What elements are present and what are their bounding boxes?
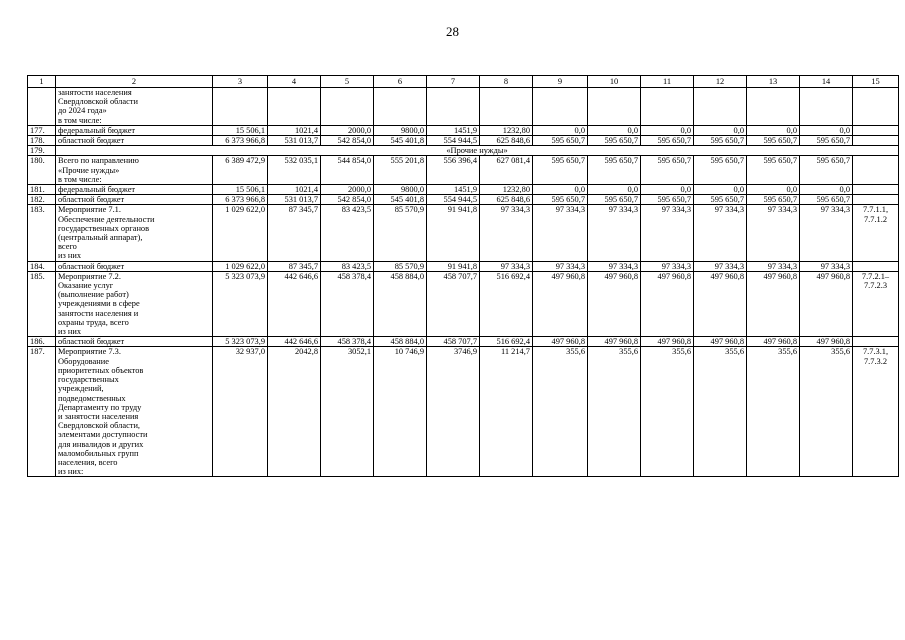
table-body — [28, 88, 899, 477]
target-code — [853, 136, 899, 146]
value-cell: 458 378,4 — [321, 337, 374, 347]
value-cell — [374, 88, 427, 126]
row-number: 186. — [28, 337, 56, 347]
value-cell: 355,6 — [533, 347, 588, 477]
row-name: областной бюджет — [56, 337, 213, 347]
value-cell — [427, 88, 480, 126]
row-number: 185. — [28, 271, 56, 336]
value-cell: 595 650,7 — [588, 156, 641, 185]
column-header: 4 — [268, 76, 321, 88]
target-code — [853, 337, 899, 347]
value-cell: 97 334,3 — [533, 205, 588, 261]
value-cell: 2000,0 — [321, 125, 374, 135]
table-row — [28, 205, 899, 261]
value-cell: 497 960,8 — [800, 337, 853, 347]
value-cell: 595 650,7 — [800, 195, 853, 205]
value-cell: 545 401,8 — [374, 136, 427, 146]
column-header: 12 — [694, 76, 747, 88]
target-code — [853, 88, 899, 126]
column-header: 1 — [28, 76, 56, 88]
value-cell: 0,0 — [533, 125, 588, 135]
value-cell: 91 941,8 — [427, 261, 480, 271]
column-header: 15 — [853, 76, 899, 88]
value-cell — [321, 88, 374, 126]
value-cell: 3746,9 — [427, 347, 480, 477]
value-cell: 6 389 472,9 — [213, 156, 268, 185]
row-number: 180. — [28, 156, 56, 185]
value-cell: 97 334,3 — [588, 261, 641, 271]
value-cell: 595 650,7 — [588, 195, 641, 205]
value-cell: 625 848,6 — [480, 136, 533, 146]
value-cell: 1232,80 — [480, 125, 533, 135]
value-cell: 1 029 622,0 — [213, 261, 268, 271]
value-cell: 87 345,7 — [268, 261, 321, 271]
value-cell: 544 854,0 — [321, 156, 374, 185]
column-header: 9 — [533, 76, 588, 88]
value-cell: 1021,4 — [268, 185, 321, 195]
value-cell: 595 650,7 — [533, 195, 588, 205]
value-cell: 595 650,7 — [641, 156, 694, 185]
value-cell: 595 650,7 — [747, 156, 800, 185]
value-cell: 10 746,9 — [374, 347, 427, 477]
value-cell: 497 960,8 — [588, 337, 641, 347]
value-cell: 5 323 073,9 — [213, 337, 268, 347]
value-cell: 85 570,9 — [374, 205, 427, 261]
row-number: 181. — [28, 185, 56, 195]
page-number: 28 — [446, 24, 459, 39]
value-cell: 497 960,8 — [694, 337, 747, 347]
table-row — [28, 261, 899, 271]
value-cell: 497 960,8 — [641, 271, 694, 336]
value-cell: 1451,9 — [427, 185, 480, 195]
value-cell: 0,0 — [747, 125, 800, 135]
value-cell: 497 960,8 — [694, 271, 747, 336]
value-cell: 542 854,0 — [321, 195, 374, 205]
value-cell: 0,0 — [588, 185, 641, 195]
value-cell: 97 334,3 — [641, 205, 694, 261]
value-cell — [213, 88, 268, 126]
value-cell: 97 334,3 — [588, 205, 641, 261]
column-header: 3 — [213, 76, 268, 88]
value-cell: 497 960,8 — [641, 337, 694, 347]
column-header: 10 — [588, 76, 641, 88]
value-cell: 0,0 — [588, 125, 641, 135]
value-cell: 2000,0 — [321, 185, 374, 195]
value-cell: 6 373 966,8 — [213, 195, 268, 205]
table-row — [28, 271, 899, 336]
value-cell: 2042,8 — [268, 347, 321, 477]
table-row — [28, 88, 899, 126]
row-number: 179. — [28, 146, 56, 156]
row-name: Мероприятие 7.3. Оборудование приоритетных объектов государственных учреждений, подведомственных Департаменту по труду и занятости населения Свердловской области, элементами доступности для инвалидов и других маломобильных групп населения, всего из них: — [56, 347, 213, 477]
row-number: 183. — [28, 205, 56, 261]
target-code — [853, 185, 899, 195]
row-name: Мероприятие 7.2. Оказание услуг (выполнение работ) учреждениями в сфере занятости населения и охраны труда, всего из них — [56, 271, 213, 336]
value-cell — [800, 88, 853, 126]
value-cell: 497 960,8 — [800, 271, 853, 336]
value-cell: 97 334,3 — [641, 261, 694, 271]
value-cell: 0,0 — [694, 125, 747, 135]
value-cell: 531 013,7 — [268, 195, 321, 205]
value-cell — [641, 88, 694, 126]
value-cell: 545 401,8 — [374, 195, 427, 205]
value-cell: 355,6 — [747, 347, 800, 477]
value-cell: 531 013,7 — [268, 136, 321, 146]
value-cell: 0,0 — [800, 125, 853, 135]
value-cell: 0,0 — [533, 185, 588, 195]
value-cell: 97 334,3 — [747, 261, 800, 271]
value-cell: 497 960,8 — [747, 271, 800, 336]
value-cell — [268, 88, 321, 126]
value-cell: 554 944,5 — [427, 195, 480, 205]
header-row — [28, 76, 899, 88]
row-number: 178. — [28, 136, 56, 146]
table-row — [28, 185, 899, 195]
target-code — [853, 195, 899, 205]
value-cell: 595 650,7 — [694, 195, 747, 205]
row-name: Мероприятие 7.1. Обеспечение деятельности государственных органов (центральный аппарат), всего из них — [56, 205, 213, 261]
value-cell: 595 650,7 — [800, 156, 853, 185]
value-cell: 595 650,7 — [533, 136, 588, 146]
row-name: занятости населения Свердловской области до 2024 года» в том числе: — [56, 88, 213, 126]
value-cell: 595 650,7 — [747, 136, 800, 146]
value-cell: 97 334,3 — [800, 205, 853, 261]
budget-table — [27, 75, 899, 477]
value-cell: 442 646,6 — [268, 337, 321, 347]
value-cell: 355,6 — [694, 347, 747, 477]
value-cell: 355,6 — [588, 347, 641, 477]
column-header: 13 — [747, 76, 800, 88]
value-cell: 0,0 — [641, 125, 694, 135]
value-cell: 9800,0 — [374, 125, 427, 135]
table-header — [28, 76, 899, 88]
value-cell: 595 650,7 — [588, 136, 641, 146]
value-cell: 97 334,3 — [747, 205, 800, 261]
row-number: 177. — [28, 125, 56, 135]
value-cell: 595 650,7 — [747, 195, 800, 205]
value-cell: 542 854,0 — [321, 136, 374, 146]
value-cell: 516 692,4 — [480, 271, 533, 336]
target-code — [853, 156, 899, 185]
value-cell — [588, 88, 641, 126]
row-number: 187. — [28, 347, 56, 477]
target-code — [853, 125, 899, 135]
value-cell: 97 334,3 — [694, 261, 747, 271]
section-title: «Прочие нужды» — [56, 146, 899, 156]
row-name: федеральный бюджет — [56, 125, 213, 135]
value-cell: 595 650,7 — [641, 136, 694, 146]
row-number: 184. — [28, 261, 56, 271]
column-header: 6 — [374, 76, 427, 88]
value-cell: 0,0 — [694, 185, 747, 195]
value-cell: 1232,80 — [480, 185, 533, 195]
value-cell: 458 884,0 — [374, 271, 427, 336]
value-cell: 97 334,3 — [480, 261, 533, 271]
value-cell: 97 334,3 — [480, 205, 533, 261]
row-name: федеральный бюджет — [56, 185, 213, 195]
value-cell: 83 423,5 — [321, 261, 374, 271]
column-header: 5 — [321, 76, 374, 88]
value-cell: 458 707,7 — [427, 271, 480, 336]
value-cell: 0,0 — [800, 185, 853, 195]
value-cell: 532 035,1 — [268, 156, 321, 185]
value-cell: 3052,1 — [321, 347, 374, 477]
table-row — [28, 136, 899, 146]
column-header: 2 — [56, 76, 213, 88]
value-cell: 355,6 — [641, 347, 694, 477]
table-row — [28, 156, 899, 185]
value-cell: 497 960,8 — [533, 337, 588, 347]
target-code: 7.7.3.1, 7.7.3.2 — [853, 347, 899, 477]
value-cell: 497 960,8 — [747, 337, 800, 347]
value-cell: 11 214,7 — [480, 347, 533, 477]
row-name: Всего по направлению «Прочие нужды» в том числе: — [56, 156, 213, 185]
value-cell: 555 201,8 — [374, 156, 427, 185]
value-cell: 85 570,9 — [374, 261, 427, 271]
value-cell: 1 029 622,0 — [213, 205, 268, 261]
row-name: областной бюджет — [56, 195, 213, 205]
value-cell: 595 650,7 — [533, 156, 588, 185]
value-cell: 458 884,0 — [374, 337, 427, 347]
value-cell: 97 334,3 — [533, 261, 588, 271]
target-code — [853, 261, 899, 271]
table-row — [28, 337, 899, 347]
value-cell: 595 650,7 — [641, 195, 694, 205]
value-cell — [694, 88, 747, 126]
value-cell: 458 378,4 — [321, 271, 374, 336]
value-cell: 83 423,5 — [321, 205, 374, 261]
value-cell: 1451,9 — [427, 125, 480, 135]
value-cell: 87 345,7 — [268, 205, 321, 261]
target-code: 7.7.2.1– 7.7.2.3 — [853, 271, 899, 336]
value-cell: 442 646,6 — [268, 271, 321, 336]
table-row — [28, 347, 899, 477]
value-cell: 556 396,4 — [427, 156, 480, 185]
value-cell: 595 650,7 — [800, 136, 853, 146]
value-cell: 9800,0 — [374, 185, 427, 195]
value-cell: 595 650,7 — [694, 136, 747, 146]
value-cell: 497 960,8 — [533, 271, 588, 336]
value-cell: 497 960,8 — [588, 271, 641, 336]
value-cell: 91 941,8 — [427, 205, 480, 261]
row-number: 182. — [28, 195, 56, 205]
row-number — [28, 88, 56, 126]
value-cell: 1021,4 — [268, 125, 321, 135]
table-row — [28, 125, 899, 135]
table-row — [28, 146, 899, 156]
value-cell: 97 334,3 — [694, 205, 747, 261]
table-row — [28, 195, 899, 205]
column-header: 14 — [800, 76, 853, 88]
target-code: 7.7.1.1, 7.7.1.2 — [853, 205, 899, 261]
value-cell: 15 506,1 — [213, 125, 268, 135]
value-cell: 554 944,5 — [427, 136, 480, 146]
value-cell: 0,0 — [747, 185, 800, 195]
row-name: областной бюджет — [56, 261, 213, 271]
column-header: 7 — [427, 76, 480, 88]
value-cell: 5 323 073,9 — [213, 271, 268, 336]
value-cell: 458 707,7 — [427, 337, 480, 347]
value-cell: 15 506,1 — [213, 185, 268, 195]
value-cell: 516 692,4 — [480, 337, 533, 347]
value-cell: 627 081,4 — [480, 156, 533, 185]
value-cell: 0,0 — [641, 185, 694, 195]
column-header: 11 — [641, 76, 694, 88]
value-cell: 32 937,0 — [213, 347, 268, 477]
value-cell: 625 848,6 — [480, 195, 533, 205]
value-cell: 6 373 966,8 — [213, 136, 268, 146]
value-cell — [747, 88, 800, 126]
value-cell — [533, 88, 588, 126]
value-cell: 355,6 — [800, 347, 853, 477]
value-cell: 97 334,3 — [800, 261, 853, 271]
row-name: областной бюджет — [56, 136, 213, 146]
column-header: 8 — [480, 76, 533, 88]
value-cell — [480, 88, 533, 126]
value-cell: 595 650,7 — [694, 156, 747, 185]
